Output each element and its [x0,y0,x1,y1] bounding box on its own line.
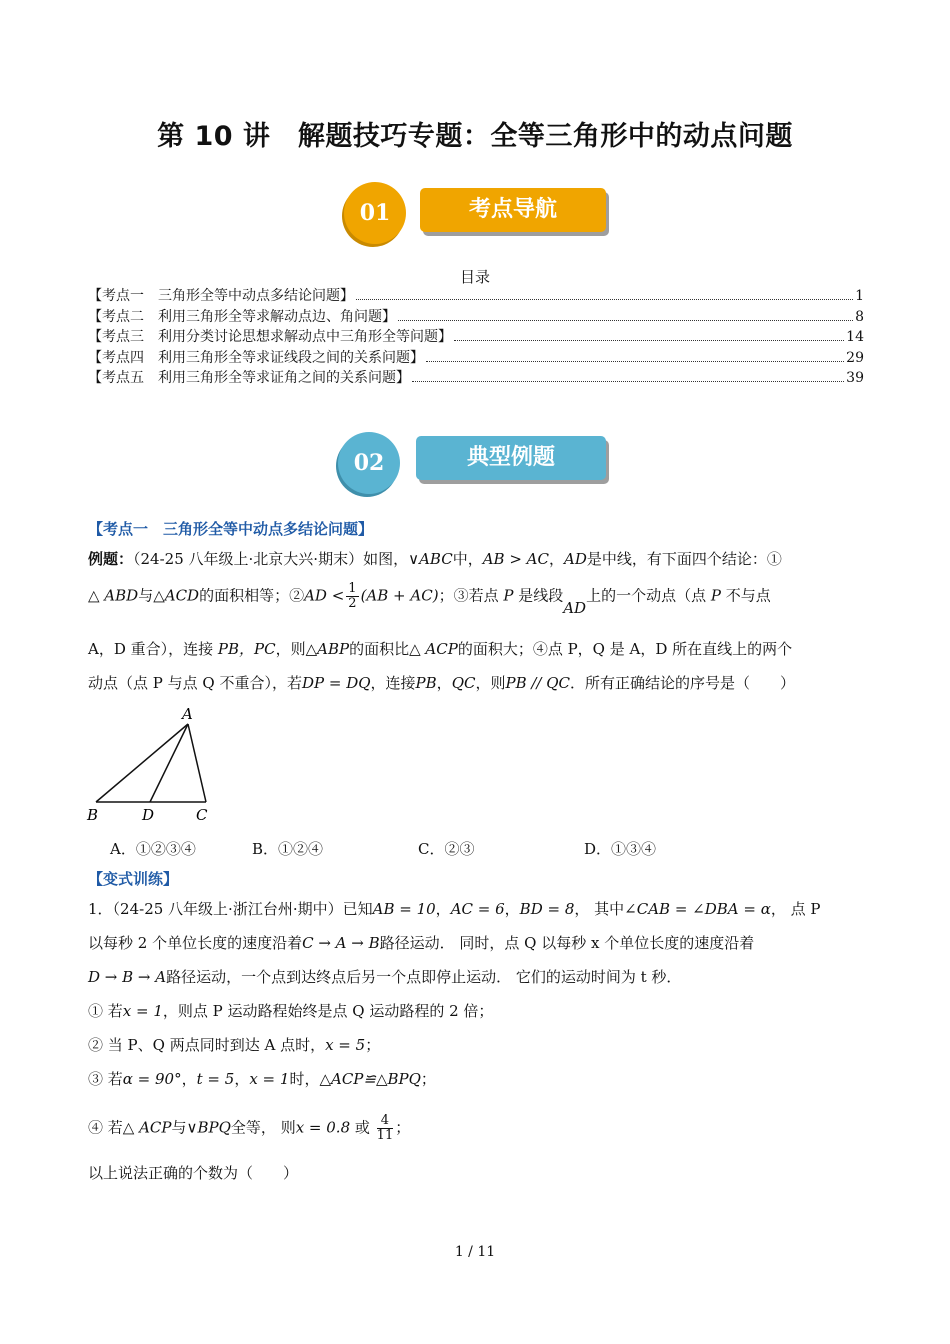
table-of-contents [88,286,864,389]
point-c-label: C [196,806,208,824]
question-prompt: 以上说法正确的个数为（ ） [88,1164,299,1182]
question-1-line-1: 1．（24-25 八年级上·浙江台州·期中）已知AB = 10，AC = 6，BD = 8， 其中∠CAB = ∠DBA = α， 点 P [88,900,821,918]
banner-1-label: 考点导航 [420,188,606,232]
statement-3: ③ 若α = 90°，t = 5，x = 1时，△ACP≌△BPQ； [88,1070,436,1088]
option-d[interactable]: D．①③④ [584,840,657,858]
option-a[interactable]: A．①②③④ [110,840,196,858]
question-1-line-2: 以每秒 2 个单位长度的速度沿着C → A → B路径运动． 同时，点 Q 以每秒 x 个单位长度的速度沿着 [88,934,755,952]
triangle-figure [84,704,224,828]
option-c[interactable]: C．②③ [418,840,475,858]
toc-heading: 目录 [459,268,490,286]
toc-item[interactable]: 【考点五 利用三角形全等求证角之间的关系问题】 39 [88,370,864,386]
fraction-4-11: $\frac{4}{11}$ [376,1113,394,1143]
point-d-label: D [142,806,155,824]
statement-4: ④ 若△ ACP与∨BPQ全等， 则x = 0.8 或 $\frac{4}{11}$ ； [88,1113,411,1143]
toc-item[interactable]: 【考点三 利用分类讨论思想求解动点中三角形全等问题】 14 [88,329,864,345]
page-title: 第 10 讲 解题技巧专题：全等三角形中的动点问题 [157,121,793,152]
example-line-4: 动点（点 P 与点 Q 不重合），若DP = DQ，连接PB，QC，则PB // QC．所有正确结论的序号是（ ） [88,674,796,692]
banner-1-number: 01 [344,182,406,244]
toc-item[interactable]: 【考点一 三角形全等中动点多结论问题】 1 [88,288,864,304]
page-number: 1 / 11 [454,1244,496,1260]
point-b-label: B [87,806,99,824]
example-line-1: 例题：（24-25 八年级上·北京大兴·期末）如图，∨ABC中，AB > AC，AD是中线，有下面四个结论：① [88,550,782,568]
example-line-3: A，D 重合），连接 PB，PC，则△ABP的面积比△ ACP的面积大；④点 P，Q 是 A，D 所在直线上的两个 [88,640,793,658]
question-1-line-3: D → B → A路径运动，一个点到达终点后另一个点即停止运动． 它们的运动时间为 t 秒． [88,968,682,986]
example-line-2: △ ABD与△ACD的面积相等；②AD < $\frac{1}{2}$ (AB + AC)；③若点 P 是线段AD上的一个动点（点 P 不与点 [88,581,771,617]
section-banner-2 [336,430,612,500]
toc-item[interactable]: 【考点二 利用三角形全等求解动点边、角问题】 8 [88,308,864,325]
statement-2: ② 当 P、Q 两点同时到达 A 点时，x = 5； [88,1036,381,1054]
section-banner-1 [342,180,612,250]
section-heading-1: 【考点一 三角形全等中动点多结论问题】 [88,520,374,538]
toc-item[interactable]: 【考点四 利用三角形全等求证线段之间的关系问题】 29 [88,349,864,366]
banner-2-label: 典型例题 [416,436,606,480]
fraction-half: $\frac{1}{2}$ [348,581,357,611]
point-a-label: A [182,705,193,723]
banner-2-number: 02 [338,432,400,494]
statement-1: ① 若x = 1，则点 P 运动路程始终是点 Q 运动路程的 2 倍； [88,1002,494,1020]
option-b[interactable]: B．①②④ [252,840,324,858]
variant-heading: 【变式训练】 [88,870,179,888]
